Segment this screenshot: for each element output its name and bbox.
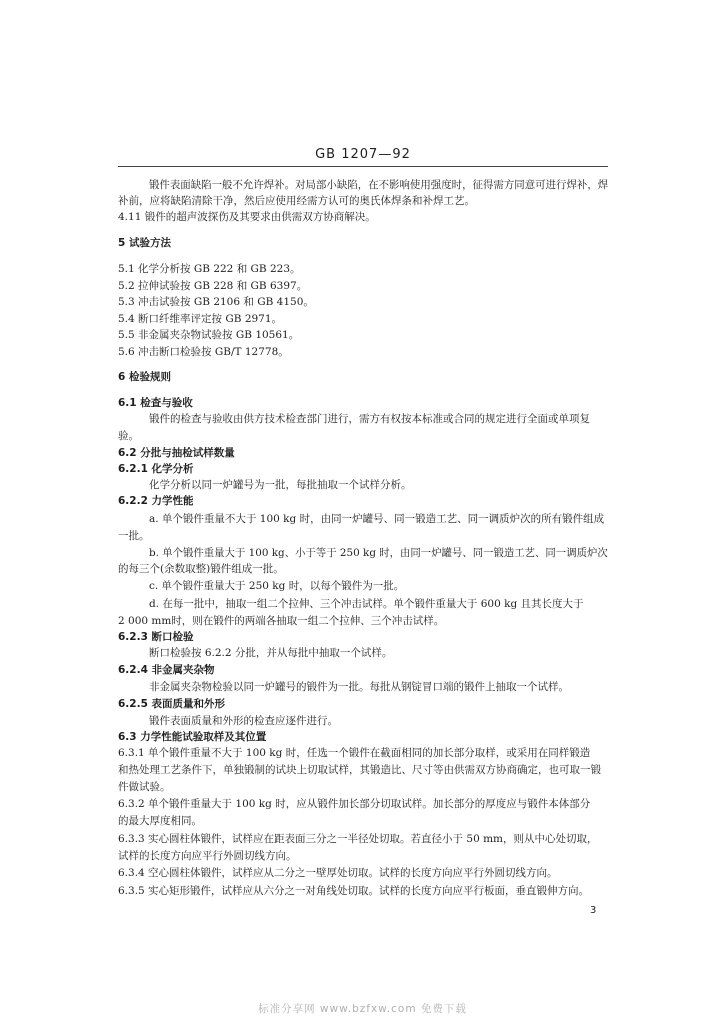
- subsection-heading: 6.2.1 化学分析: [118, 463, 194, 475]
- text-line: 5.2 拉伸试验按 GB 228 和 GB 6397。: [118, 280, 308, 292]
- text-line: 件做试验。: [118, 781, 171, 793]
- text-line: 断口检验按 6.2.2 分批，并从每批中抽取一个试样。: [149, 647, 393, 659]
- text-line: 6.3.2 单个锻件重量大于 100 kg 时，应从锻件加长部分切取试样。加长部分的厚度应与锻件本体部分: [118, 798, 591, 810]
- text-line: c. 单个锻件重量大于 250 kg 时，以每个锻件为一批。: [149, 580, 405, 592]
- subsection-heading: 6.1 检查与验收: [118, 397, 193, 409]
- text-line: 试样的长度方向应平行外圆切线方向。: [118, 850, 297, 862]
- text-line: 和热处理工艺条件下，单独锻制的试块上切取试样，其锻造比、尺寸等由供需双方协商确定，也可取一锻: [118, 764, 601, 776]
- text-line: 一批。: [118, 530, 150, 542]
- text-line: 5.4 断口纤维率评定按 GB 2971。: [118, 313, 283, 325]
- text-line: a. 单个锻件重量不大于 100 kg 时，由同一炉罐号、同一锻造工艺、同一调质炉次的所有锻件组成: [149, 513, 605, 525]
- text-line: b. 单个锻件重量大于 100 kg、小于等于 250 kg 时，由同一炉罐号、同一锻造工艺、同一调质炉次: [149, 547, 608, 559]
- section-heading: 6 检验规则: [118, 371, 171, 383]
- text-line: 锻件表面缺陷一般不允许焊补。对局部小缺陷，在不影响使用强度时，征得需方同意可进行焊补，焊: [149, 179, 609, 191]
- text-line: 的最大厚度相同。: [118, 815, 202, 827]
- subsection-heading: 6.2.4 非金属夹杂物: [118, 664, 215, 676]
- text-line: 锻件的检查与验收由供方技术检查部门进行，需方有权按本标准或合同的规定进行全面或单项复: [149, 413, 590, 425]
- text-line: 5.5 非金属夹杂物试验按 GB 10561。: [118, 329, 300, 341]
- subsection-heading: 6.2.2 力学性能: [118, 495, 194, 507]
- subsection-heading: 6.3 力学性能试验取样及其位置: [118, 731, 267, 743]
- site-watermark: 标准分享网 www.bzfxw.com 免费下载: [258, 1003, 467, 1015]
- text-line: d. 在每一批中，抽取一组二个拉伸、三个冲击试样。单个锻件重量大于 600 kg 且其长度大于: [149, 598, 584, 610]
- section-heading: 5 试验方法: [118, 237, 171, 249]
- text-line: 4.11 锻件的超声波探伤及其要求由供需双方协商解决。: [118, 211, 376, 223]
- page-number: 3: [590, 905, 597, 916]
- text-line: 锻件表面质量和外形的检查应逐件进行。: [149, 715, 338, 727]
- text-line: 化学分析以同一炉罐号为一批，每批抽取一个试样分析。: [149, 479, 412, 491]
- subsection-heading: 6.2 分批与抽检试样数量: [118, 447, 235, 459]
- text-line: 6.3.4 空心圆柱体锻件，试样应从二分之一壁厚处切取。试样的长度方向应平行外圆切线方向。: [118, 867, 558, 879]
- text-line: 2 000 mm时，则在锻件的两端各抽取一组二个拉伸、三个冲击试样。: [118, 615, 445, 627]
- text-line: 5.3 冲击试验按 GB 2106 和 GB 4150。: [118, 296, 314, 308]
- text-line: 6.3.5 实心矩形锻件，试样应从六分之一对角线处切取。试样的长度方向应平行板面，垂直锻伸方向。: [118, 885, 590, 897]
- subsection-heading: 6.2.5 表面质量和外形: [118, 698, 226, 710]
- text-line: 6.3.3 实心圆柱体锻件，试样应在距表面三分之一半径处切取。若直径小于 50 mm，则从中心处切取，: [118, 833, 598, 845]
- header-rule: [118, 166, 608, 167]
- text-line: 的每三个(余数取整)锻件组成一批。: [118, 563, 284, 575]
- standard-number-header: GB 1207—92: [315, 147, 411, 162]
- text-line: 5.1 化学分析按 GB 222 和 GB 223。: [118, 263, 301, 275]
- text-line: 6.3.1 单个锻件重量不大于 100 kg 时，任选一个锻件在截面相同的加长部分取样，或采用在同样锻造: [118, 747, 591, 759]
- text-line: 5.6 冲击断口检验按 GB/T 12778。: [118, 346, 289, 358]
- text-line: 补前，应将缺陷清除干净，然后应使用经需方认可的奥氏体焊条和补焊工艺。: [118, 195, 475, 207]
- subsection-heading: 6.2.3 断口检验: [118, 631, 194, 643]
- text-line: 验。: [118, 430, 139, 442]
- text-line: 非金属夹杂物检验以同一炉罐号的锻件为一批。每批从钢锭冒口端的锻件上抽取一个试样。: [149, 681, 569, 693]
